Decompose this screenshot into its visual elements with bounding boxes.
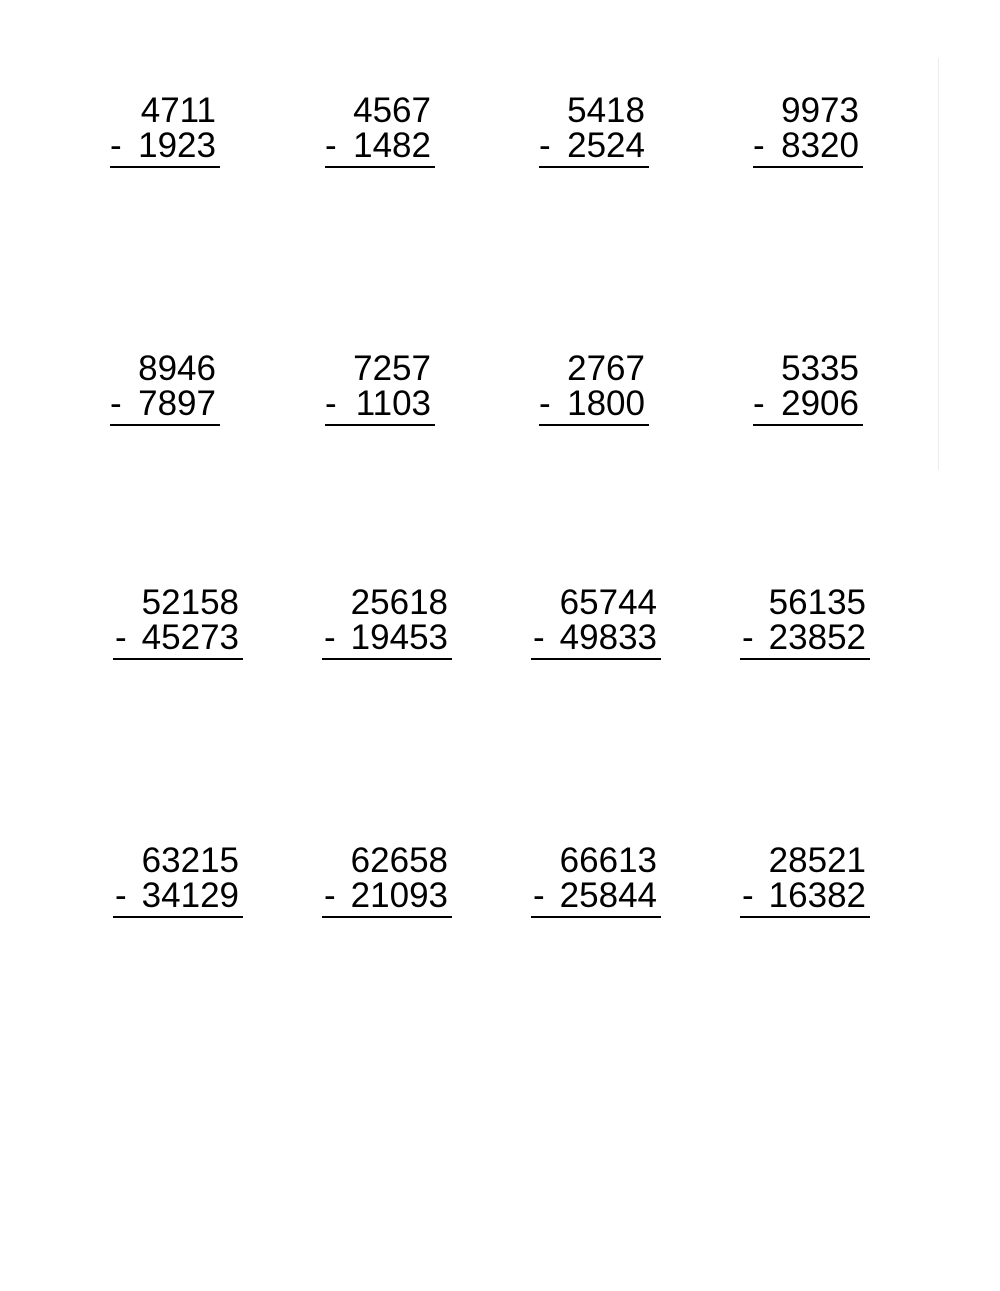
- subtrahend-row: [325, 128, 435, 163]
- minus-sign: -: [539, 126, 551, 165]
- minus-sign: -: [742, 618, 754, 657]
- subtrahend: 8320: [781, 126, 859, 165]
- subtrahend: 34129: [141, 876, 239, 915]
- answer-line: [531, 916, 661, 918]
- subtrahend-row: [539, 386, 649, 421]
- answer-line: [753, 424, 863, 426]
- minus-sign: -: [110, 384, 122, 423]
- minus-sign: -: [539, 384, 551, 423]
- subtrahend: 7897: [138, 384, 216, 423]
- subtraction-problem: [539, 351, 649, 426]
- subtrahend-row: [113, 620, 243, 655]
- minuend: 62658: [350, 841, 448, 880]
- minus-sign: -: [115, 618, 127, 657]
- subtraction-problem: [113, 585, 243, 660]
- subtrahend: 23852: [768, 618, 866, 657]
- subtraction-problem: [531, 843, 661, 918]
- subtraction-problem: [113, 843, 243, 918]
- subtrahend: 2524: [567, 126, 645, 165]
- subtrahend-row: [110, 386, 220, 421]
- page-edge-divider: [938, 58, 939, 470]
- minuend: 2767: [567, 349, 645, 388]
- minus-sign: -: [325, 384, 337, 423]
- answer-line: [110, 424, 220, 426]
- answer-line: [322, 916, 452, 918]
- answer-line: [113, 916, 243, 918]
- minuend: 63215: [141, 841, 239, 880]
- minuend: 8946: [138, 349, 216, 388]
- subtraction-problem: [322, 585, 452, 660]
- subtraction-problem: [325, 351, 435, 426]
- subtrahend-row: [325, 386, 435, 421]
- subtraction-problem: [531, 585, 661, 660]
- subtrahend-row: [531, 620, 661, 655]
- subtraction-problem: [753, 351, 863, 426]
- minus-sign: -: [324, 618, 336, 657]
- answer-line: [113, 658, 243, 660]
- subtraction-problem: [110, 93, 220, 168]
- subtrahend: 21093: [350, 876, 448, 915]
- subtrahend: 1482: [353, 126, 431, 165]
- minuend: 28521: [768, 841, 866, 880]
- minus-sign: -: [533, 618, 545, 657]
- minuend: 25618: [350, 583, 448, 622]
- subtraction-problem: [753, 93, 863, 168]
- answer-line: [325, 166, 435, 168]
- subtraction-problem: [322, 843, 452, 918]
- subtrahend: 1103: [355, 384, 431, 423]
- minuend: 9973: [781, 91, 859, 130]
- subtrahend: 49833: [559, 618, 657, 657]
- minuend: 56135: [768, 583, 866, 622]
- subtrahend: 2906: [781, 384, 859, 423]
- minuend: 5418: [567, 91, 645, 130]
- answer-line: [531, 658, 661, 660]
- subtrahend-row: [539, 128, 649, 163]
- answer-line: [539, 166, 649, 168]
- minus-sign: -: [742, 876, 754, 915]
- answer-line: [539, 424, 649, 426]
- minuend: 66613: [559, 841, 657, 880]
- minuend: 7257: [353, 349, 431, 388]
- subtrahend: 1923: [138, 126, 216, 165]
- minus-sign: -: [753, 384, 765, 423]
- subtrahend-row: [753, 128, 863, 163]
- minuend: 52158: [141, 583, 239, 622]
- answer-line: [325, 424, 435, 426]
- subtrahend-row: [753, 386, 863, 421]
- minuend: 4567: [353, 91, 431, 130]
- answer-line: [322, 658, 452, 660]
- minus-sign: -: [753, 126, 765, 165]
- minuend: 65744: [559, 583, 657, 622]
- subtrahend-row: [322, 620, 452, 655]
- minus-sign: -: [325, 126, 337, 165]
- answer-line: [740, 658, 870, 660]
- answer-line: [740, 916, 870, 918]
- minus-sign: -: [110, 126, 122, 165]
- subtrahend: 45273: [141, 618, 239, 657]
- subtrahend: 25844: [559, 876, 657, 915]
- answer-line: [753, 166, 863, 168]
- subtraction-problem: [325, 93, 435, 168]
- subtraction-problem: [539, 93, 649, 168]
- subtrahend-row: [110, 128, 220, 163]
- subtrahend: 1800: [567, 384, 645, 423]
- subtrahend-row: [531, 878, 661, 913]
- minuend: 4711: [140, 91, 216, 130]
- subtrahend: 19453: [350, 618, 448, 657]
- subtrahend: 16382: [768, 876, 866, 915]
- answer-line: [110, 166, 220, 168]
- minuend: 5335: [781, 349, 859, 388]
- subtrahend-row: [322, 878, 452, 913]
- minus-sign: -: [533, 876, 545, 915]
- subtraction-problem: [740, 585, 870, 660]
- minus-sign: -: [115, 876, 127, 915]
- subtraction-problem: [110, 351, 220, 426]
- subtraction-problem: [740, 843, 870, 918]
- subtrahend-row: [113, 878, 243, 913]
- subtrahend-row: [740, 620, 870, 655]
- subtrahend-row: [740, 878, 870, 913]
- minus-sign: -: [324, 876, 336, 915]
